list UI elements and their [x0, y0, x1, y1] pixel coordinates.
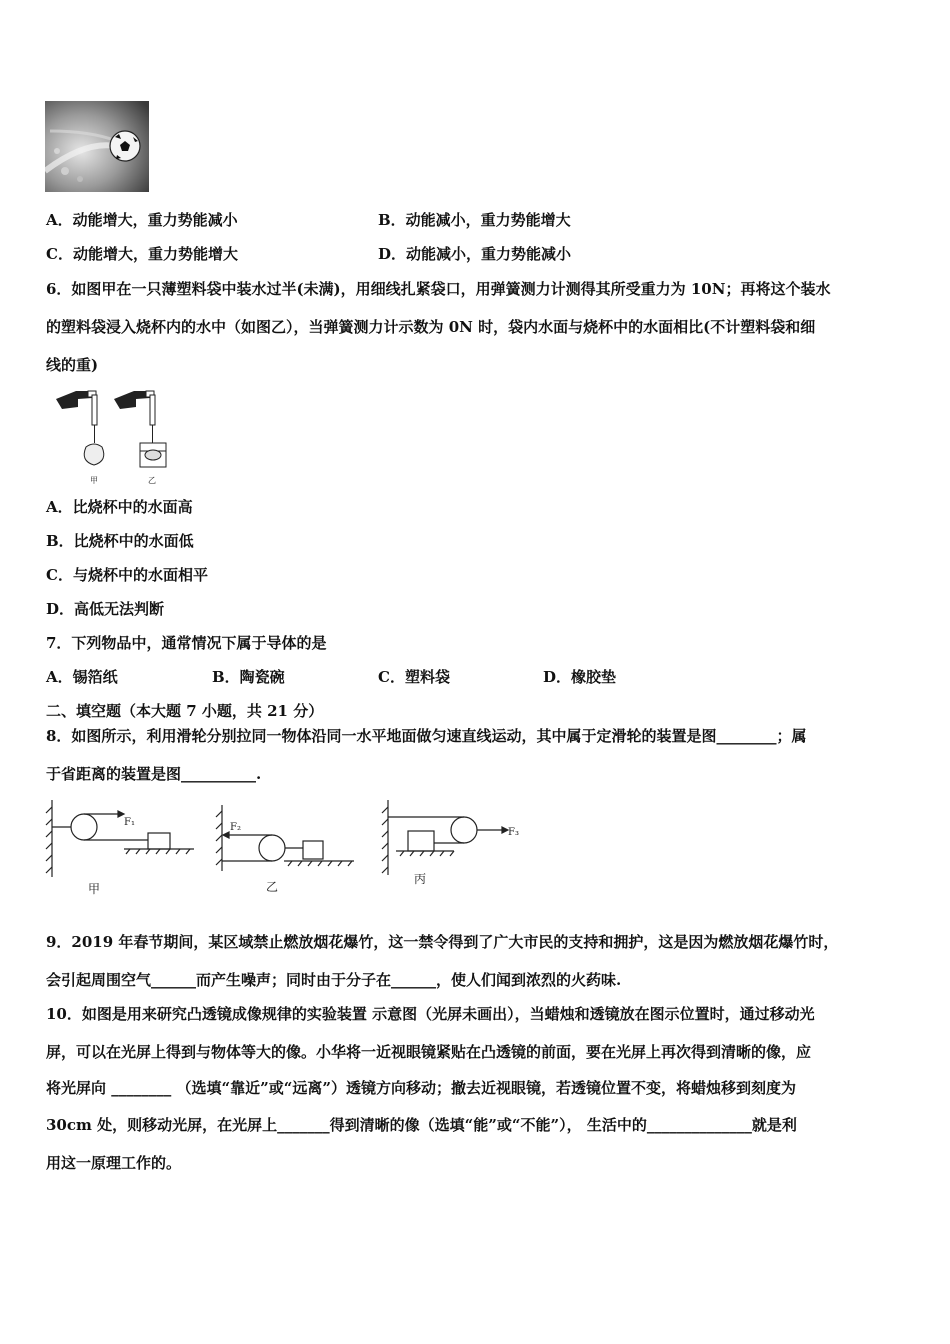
q8-stem-line2: 于省距离的装置是图__________. [46, 765, 262, 783]
q6-option-b: B．比烧杯中的水面低 [46, 532, 194, 550]
q6-option-d: D．高低无法判断 [46, 600, 165, 618]
football-photo [45, 101, 149, 192]
pulley-figure [44, 795, 524, 900]
pulley-label-yi: 乙 [266, 880, 279, 894]
q7-option-d: D．橡胶垫 [543, 668, 617, 686]
section-heading: 二、填空题（本大题 7 小题，共 21 分） [46, 702, 324, 720]
pulley-label-bing: 丙 [414, 872, 427, 886]
q6-stem-line2: 的塑料袋浸入烧杯内的水中（如图乙），当弹簧测力计示数为 0N 时，袋内水面与烧杯中的水面相比(不计塑料袋和细 [46, 318, 816, 336]
q5-option-b: B．动能减小，重力势能增大 [378, 211, 571, 229]
q10-stem-line3: 将光屏向 ________ （选填“靠近”或“远离”）透镜方向移动；撤去近视眼镜，若透镜位置不变，将蜡烛移到刻度为 [46, 1079, 796, 1097]
q10-stem-line4: 30cm 处，则移动光屏，在光屏上_______得到清晰的像（选填“能”或“不能”）， 生活中的______________就是利 [46, 1116, 797, 1134]
q7-option-c: C．塑料袋 [378, 668, 450, 686]
q10-stem-line2: 屏，可以在光屏上得到与物体等大的像。小华将一近视眼镜紧贴在凸透镜的前面，要在光屏上再次得到清晰的像，应 [46, 1043, 812, 1061]
q9-stem-line1: 9．2019 年春节期间，某区域禁止燃放烟花爆竹，这一禁令得到了广大市民的支持和拥护，这是因为燃放烟花爆竹时， [46, 933, 839, 951]
spring-scale-figure [48, 385, 178, 487]
q5-option-d: D．动能减小，重力势能减小 [378, 245, 572, 263]
q10-stem-line1: 10．如图是用来研究凸透镜成像规律的实验装置 示意图（光屏未画出），当蜡烛和透镜放在图示位置时，通过移动光 [46, 1005, 815, 1023]
q6-stem-line1: 6．如图甲在一只薄塑料袋中装水过半(未满)，用细线扎紧袋口，用弹簧测力计测得其所受重力为 10N；再将这个装水 [46, 280, 831, 298]
q7-stem: 7．下列物品中，通常情况下属于导体的是 [46, 634, 327, 652]
q6-option-a: A．比烧杯中的水面高 [46, 498, 193, 516]
q9-stem-line2: 会引起周围空气______而产生噪声；同时由于分子在______，使人们闻到浓烈的火药味. [46, 971, 622, 989]
force-label-f3: F₃ [508, 827, 519, 838]
q6-fig-label-jia: 甲 [90, 476, 98, 485]
q10-stem-line5: 用这一原理工作的。 [46, 1154, 182, 1172]
force-label-f1: F₁ [124, 817, 135, 828]
q5-option-c: C．动能增大，重力势能增大 [46, 245, 238, 263]
q6-option-c: C．与烧杯中的水面相平 [46, 566, 208, 584]
force-label-f2: F₂ [230, 822, 241, 833]
q6-stem-line3: 线的重) [46, 356, 99, 374]
q8-stem-line1: 8．如图所示，利用滑轮分别拉同一物体沿同一水平地面做匀速直线运动，其中属于定滑轮的装置是图________；属 [46, 727, 807, 745]
pulley-label-jia: 甲 [88, 882, 101, 896]
q6-fig-label-yi: 乙 [148, 476, 156, 485]
q5-option-a: A．动能增大，重力势能减小 [46, 211, 238, 229]
q7-option-a: A．锡箔纸 [46, 668, 118, 686]
q7-option-b: B．陶瓷碗 [212, 668, 285, 686]
